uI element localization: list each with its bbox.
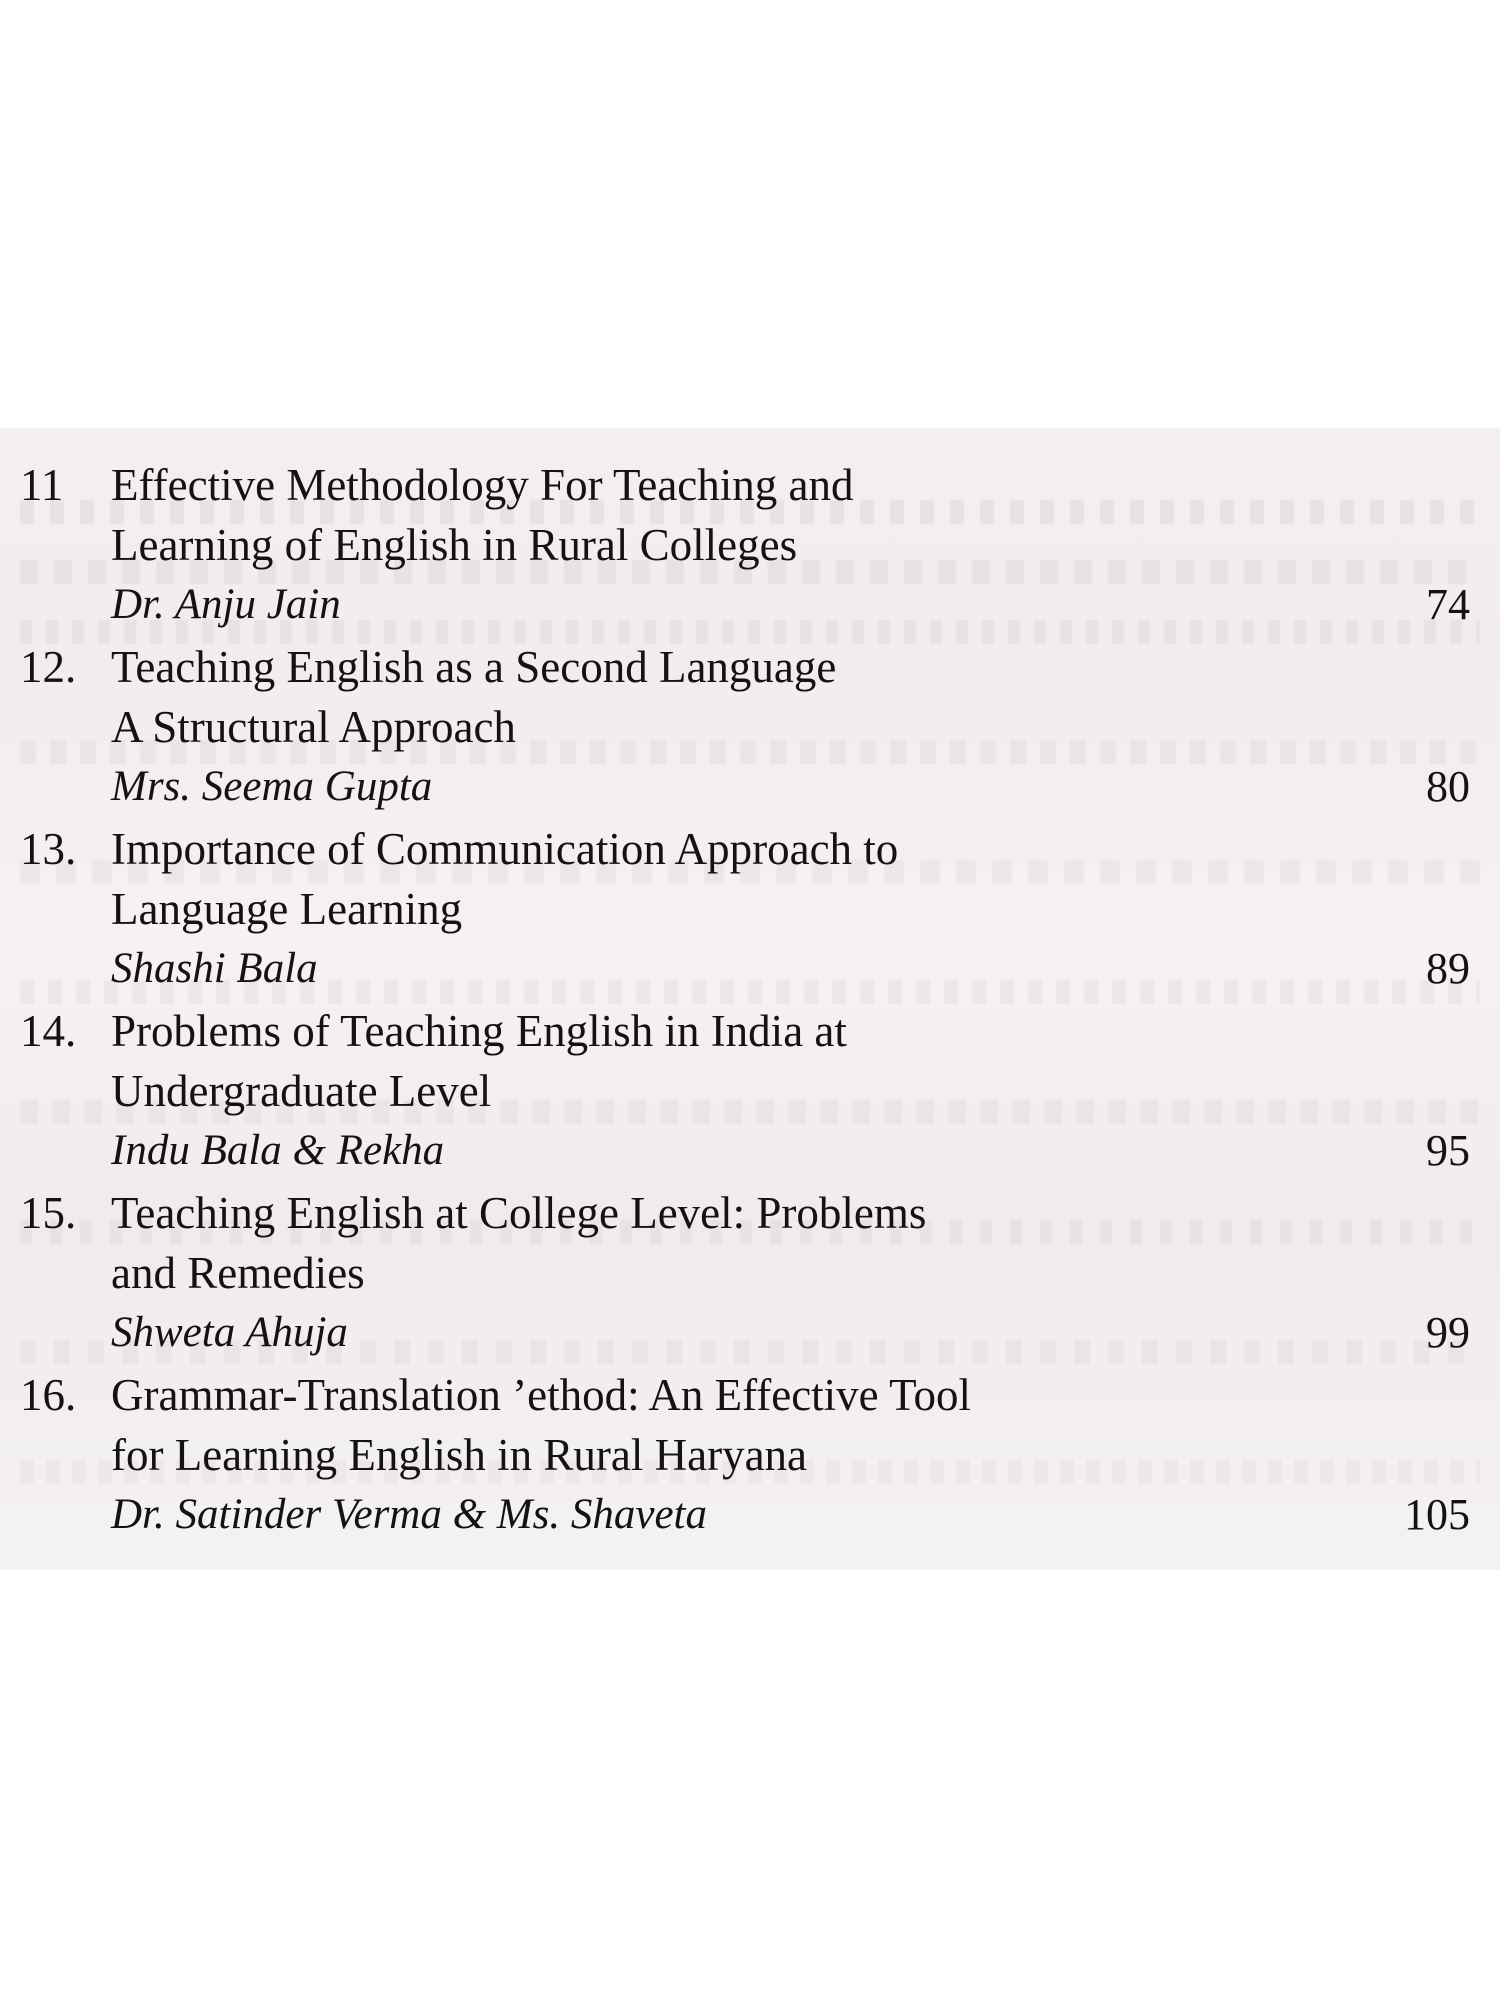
entry-title-line: Problems of Teaching English in India at — [111, 1006, 847, 1056]
entry-title-line: Undergraduate Level — [111, 1066, 492, 1116]
toc-entry — [20, 1365, 1470, 1545]
entry-page-number: 99 — [1426, 1308, 1470, 1357]
entry-number: 15. — [20, 1188, 77, 1238]
entry-number: 11 — [20, 460, 64, 510]
entry-title-line: Grammar-Translation ’ethod: An Effective Tool — [111, 1370, 971, 1420]
toc-entry — [20, 1001, 1470, 1181]
entry-title-line: and Remedies — [111, 1248, 365, 1298]
entry-page-number: 105 — [1404, 1490, 1470, 1539]
entry-author: Mrs. Seema Gupta — [111, 763, 433, 810]
toc-entry — [20, 819, 1470, 999]
entry-author: Shweta Ahuja — [111, 1309, 348, 1356]
entry-author: Indu Bala & Rekha — [111, 1127, 445, 1174]
entry-title-line: Effective Methodology For Teaching and — [111, 460, 854, 510]
entry-title-line: Importance of Communication Approach to — [111, 824, 899, 874]
entry-page-number: 95 — [1426, 1126, 1470, 1175]
entry-title-line: Teaching English as a Second Language — [111, 642, 837, 692]
entry-number: 16. — [20, 1370, 77, 1420]
toc-entry — [20, 455, 1470, 635]
entry-number: 14. — [20, 1006, 77, 1056]
entry-author: Shashi Bala — [111, 945, 318, 992]
entry-number: 12. — [20, 642, 77, 692]
entry-number: 13. — [20, 824, 77, 874]
entry-title-line: Teaching English at College Level: Problems — [111, 1188, 927, 1238]
entry-page-number: 89 — [1426, 944, 1470, 993]
entry-author: Dr. Anju Jain — [111, 581, 341, 628]
entry-title-line: Language Learning — [111, 884, 463, 934]
toc-entry — [20, 1183, 1470, 1363]
entry-page-number: 80 — [1426, 762, 1470, 811]
entry-page-number: 74 — [1426, 580, 1470, 629]
entry-title-line: Learning of English in Rural Colleges — [111, 520, 798, 570]
entry-author: Dr. Satinder Verma & Ms. Shaveta — [111, 1491, 707, 1538]
entry-title-line: for Learning English in Rural Haryana — [111, 1430, 808, 1480]
toc-entry — [20, 637, 1470, 817]
entry-title-line: A Structural Approach — [111, 702, 516, 752]
